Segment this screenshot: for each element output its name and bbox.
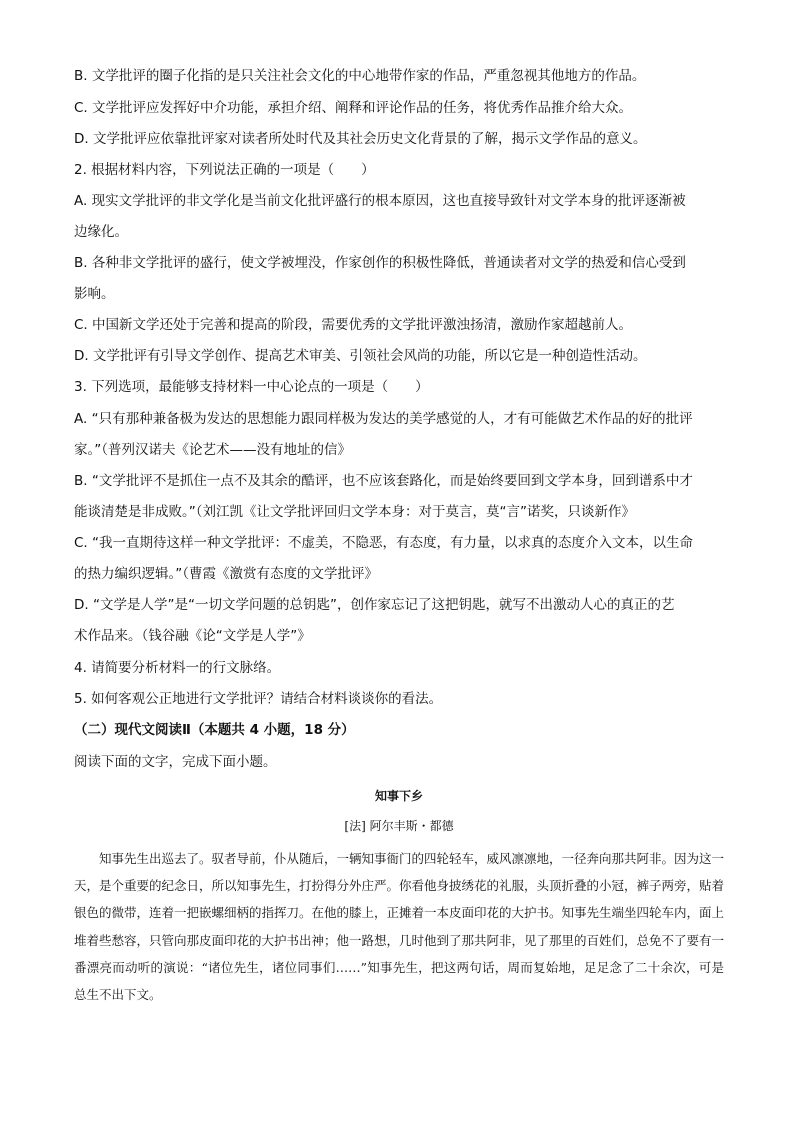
story-title: 知事下乡 <box>374 789 423 803</box>
option-d-line: D. 文学批评应依靠批评家对读者所处时代及其社会历史文化背景的了解，揭示文学作品的意义。 <box>74 131 647 147</box>
option-b-line: B. 文学批评的圈子化指的是只关注社会文化的中心地带作家的作品，严重忽视其他地方的作品。 <box>74 68 646 84</box>
q2-option-a-line-1: A. 现实文学批评的非文学化是当前文化批评盛行的根本原因，这也直接导致针对文学本身的批评逐渐被 <box>74 193 686 209</box>
q3-option-b-line-1: B. “文学批评不是抓住一点不及其余的酷评，也不应该套路化，而是始终要回到文学本身，回到谱系中才 <box>74 473 693 489</box>
q3-option-c-line-2: 的热力编织逻辑。”（曹霞《激赏有态度的文学批评》 <box>74 566 378 582</box>
story-author: [法] 阿尔丰斯・都德 <box>344 819 454 833</box>
question-5: 5. 如何客观公正地进行文学批评？请结合材料谈谈你的看法。 <box>74 691 443 707</box>
q2-option-c: C. 中国新文学还处于完善和提高的阶段，需要优秀的文学批评激浊扬清，激励作家超越前人。 <box>74 317 633 333</box>
question-3: 3. 下列选项，最能够支持材料一中心论点的一项是（ ） <box>74 379 429 395</box>
q3-option-a-line-1: A. “只有那种兼备极为发达的思想能力跟同样极为发达的美学感觉的人，才有可能做艺术作品的好的批评 <box>74 411 693 427</box>
q3-option-d-line-2: 术作品来。（钱谷融《论“文学是人学”》 <box>74 628 311 644</box>
q3-option-c-line-1: C. “我一直期待这样一种文学批评：不虚美，不隐恶，有态度，有力量，以求真的态度介入文本，以生命 <box>74 535 694 551</box>
question-4: 4. 请简要分析材料一的行文脉络。 <box>74 660 281 676</box>
reading-instruction: 阅读下面的文字，完成下面小题。 <box>74 754 277 770</box>
q3-option-b-line-2: 能谈清楚是非成败。”（刘江凯《让文学批评回归文学本身：对于莫言，莫“言”诺奖，只谈新作》 <box>74 504 635 520</box>
q2-option-d: D. 文学批评有引导文学创作、提高艺术审美、引领社会风尚的功能，所以它是一种创造性活动。 <box>74 348 647 364</box>
q3-option-a-line-2: 家。”（普列汉诺夫《论艺术——没有地址的信》 <box>74 442 351 458</box>
q2-option-b-line-1: B. 各种非文学批评的盛行，使文学被埋没，作家创作的积极性降低，普通读者对文学的热爱和信心受到 <box>74 255 686 271</box>
q3-option-d-line-1: D. “文学是人学”是“一切文学问题的总钥匙”，创作家忘记了这把钥匙，就写不出激动人心的真正的艺 <box>74 597 675 613</box>
section-heading: （二）现代文阅读Ⅱ（本题共 4 小题，18 分） <box>74 722 355 738</box>
q2-option-a-line-2: 边缘化。 <box>74 224 128 240</box>
story-paragraph: 知事先生出巡去了。驭者导前，仆从随后，一辆知事衙门的四轮轻车，威风凛凛地，一径奔向那共阿非。因为这一天，是个重要的纪念日，所以知事先生，打扮得分外庄严。你看他身披绣花的礼服，头顶折叠的小冠，裤子两旁，贴着银色的微带，连着一把嵌螺细柄的指挥刀。在他的膝上，正摊着一本皮面印花的大护书。知事先生端坐四轮车内，面上堆着些愁容，只管向那皮面印花的大护书出神；他一路想，几时他到了那共阿非，见了那里的百姓们，总免不了要有一番漂亮而动听的演说：“诸位先生，诸位同事们……”知事先生，把这两句话，周而复始地，足足念了二十余次，可是总生不出下文。 <box>74 851 725 1003</box>
question-2: 2. 根据材料内容，下列说法正确的一项是（ ） <box>74 162 375 178</box>
q2-option-b-line-2: 影响。 <box>74 286 115 302</box>
option-c-line: C. 文学批评应发挥好中介功能，承担介绍、阐释和评论作品的任务，将优秀作品推介给大众。 <box>74 100 633 116</box>
